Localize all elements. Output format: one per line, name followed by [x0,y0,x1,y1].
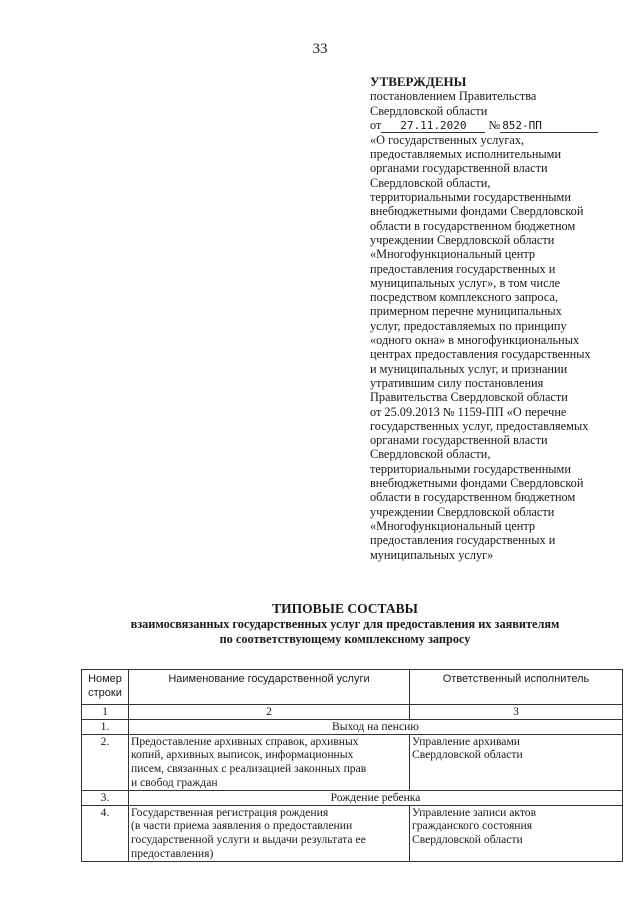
executor [410,734,623,790]
resolution-title-line: внебюджетными фондами Свердловской [370,476,584,491]
executor-line: Свердловской области [412,833,523,847]
resolution-title-line: государственных услуг, предоставляемых [370,418,589,433]
approval-line: постановлением Правительства [370,89,537,104]
service-name-line: Предоставление архивных справок, архивных [131,734,359,748]
numbering-cell: 2 [129,705,410,720]
number-prefix: № [488,117,501,132]
service-name [129,805,410,861]
date-prefix: от [370,117,382,132]
approval-date-line [370,118,620,133]
resolution-title-line: примерном перечне муниципальных [370,304,562,319]
services-table [81,669,623,862]
resolution-title-line: посредством комплексного запроса, [370,290,559,305]
service-name-line: копий, архивных выписок, информационных [131,748,354,762]
approval-block [370,75,620,562]
resolution-title-line: учреждении Свердловской области [370,504,555,519]
resolution-title-line: территориальными государственными [370,461,571,476]
resolution-title-line: предоставляемых исполнительными [370,147,562,162]
service-name-line: писем, связанных с реализацией законных прав [131,762,367,776]
row-number: 1. [82,719,129,734]
table-numbering-row [82,705,623,720]
table-row [82,805,623,861]
row-number: 2. [82,734,129,790]
executor-line: гражданского состояния [412,819,533,833]
document-title-main: ТИПОВЫЕ СОСТАВЫ [272,601,418,616]
document-title-sub: взаимосвязанных государственных услуг для предоставления их заявителям [130,617,560,631]
service-name-line: предоставления) [131,846,214,860]
service-name-line: Государственная регистрация рождения [131,805,329,819]
resolution-title-line: услуг, предоставляемых по принципу [370,318,567,333]
header-service-name: Наименование государственной услуги [129,670,410,705]
table-row [82,734,623,790]
resolution-title-line: утратившим силу постановления [370,375,544,390]
resolution-title-line: предоставления государственных и [370,533,556,548]
executor-line: Управление архивами [412,734,520,748]
resolution-title-line: «Многофункциональный центр [370,247,536,262]
resolution-title-line: и муниципальных услуг, и признании [370,361,568,376]
resolution-title-line: муниципальных услуг» [370,547,494,562]
document-title [0,600,640,646]
row-number: 4. [82,805,129,861]
resolution-title-line: Правительства Свердловской области [370,390,568,405]
resolution-title-line: органами государственной власти [370,161,548,176]
resolution-title-line: предоставления государственных и [370,261,556,276]
resolution-title-line: внебюджетными фондами Свердловской [370,204,584,219]
resolution-title-line: области в государственном бюджетном [370,490,576,505]
service-name-line: государственной услуги и выдачи результата ее [131,833,366,847]
section-row [82,790,623,805]
table-header-row [82,670,623,705]
resolution-title-line: «Многофункциональный центр [370,518,536,533]
resolution-title-line: учреждении Свердловской области [370,232,555,247]
resolution-title-line: Свердловской области, [370,175,491,190]
resolution-title-line: «одного окна» в многофункциональных [370,333,580,348]
section-title: Выход на пенсию [129,719,623,734]
resolution-title-line: от 25.09.2013 № 1159-ПП «О перечне [370,404,567,419]
resolution-title-line: центрах предоставления государственных [370,347,591,362]
approval-heading: УТВЕРЖДЕНЫ [370,74,467,89]
resolution-title-line: органами государственной власти [370,433,548,448]
resolution-title-line: области в государственном бюджетном [370,218,576,233]
numbering-cell: 3 [410,705,623,720]
executor-line: Свердловской области [412,748,523,762]
approval-date: 27.11.2020 [381,120,485,133]
numbering-cell: 1 [82,705,129,720]
header-executor: Ответственный исполнитель [410,670,623,705]
row-number: 3. [82,790,129,805]
section-row [82,719,623,734]
resolution-title-line: «О государственных услугах, [370,132,525,147]
header-row-number: Номер строки [82,670,129,705]
service-name-line: и свобод граждан [131,775,218,789]
page-number: 33 [312,41,328,57]
approval-line: Свердловской области [370,103,488,118]
resolution-title-line: территориальными государственными [370,190,571,205]
resolution-title-line: Свердловской области, [370,447,491,462]
service-name [129,734,410,790]
executor [410,805,623,861]
service-name-line: (в части приема заявления о предоставлении [131,819,353,833]
executor-line: Управление записи актов [412,805,537,819]
section-title: Рождение ребенка [129,790,623,805]
resolution-title [370,133,620,562]
resolution-title-line: муниципальных услуг», в том числе [370,275,561,290]
document-title-sub: по соответствующему комплексному запросу [219,631,471,646]
approval-number: 852-ПП [500,120,598,133]
